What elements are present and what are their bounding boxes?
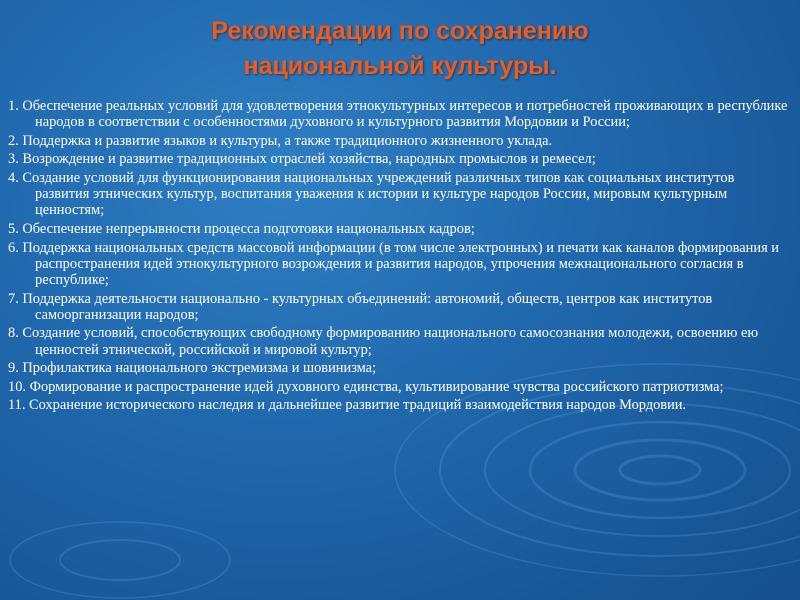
list-item: 10. Формирование и распространение идей духовного единства, культивирование чувства российского патриотизма; [8,378,724,395]
slide-title [0,14,800,84]
list-item: 11. Сохранение исторического наследия и дальнейшее развитие традиций взаимодействия народов Мордовии. [8,397,687,414]
list-item: 3. Возрождение и развитие традиционных отраслей хозяйства, народных промыслов и ремесел; [8,151,596,168]
list-item: 2. Поддержка и развитие языков и культуры, а также традиционного жизненного уклада. [8,132,553,149]
list-item: 7. Поддержка деятельности национально - культурных объединений: автономий, обществ, центров как институтов самоорганизации народов; [8,290,713,323]
title-line-2: национальной культуры. [243,52,557,80]
list-item: 5. Обеспечение непрерывности процесса подготовки национальных кадров; [8,220,475,237]
list-item: 9. Профилактика национального экстремизма и шовинизма; [8,360,377,377]
list-item: 8. Создание условий, способствующих свободному формированию национального самосознания молодежи, освоению ею ценностей этнической, российской и мировой культур; [8,325,759,358]
list-item: 1. Обеспечение реальных условий для удовлетворения этнокультурных интересов и потребностей проживающих в республике народов в соответствии с особенностями духовного и культурного развития Мордовии и России; [8,98,788,131]
title-line-1: Рекомендации по сохранению [211,17,589,45]
recommendations-list [8,98,788,416]
list-item: 4. Создание условий для функционирования национальных учреждений различных типов как социальных институтов развития этнических культур, воспитания уважения к истории и культуре народов России, мировым культурным ценностям; [8,169,735,219]
list-item: 6. Поддержка национальных средств массовой информации (в том числе электронных) и печати как каналов формирования и распространения идей этнокультурного возрождения и развития народов, упрочения межнационального согласия в республике; [8,239,779,288]
